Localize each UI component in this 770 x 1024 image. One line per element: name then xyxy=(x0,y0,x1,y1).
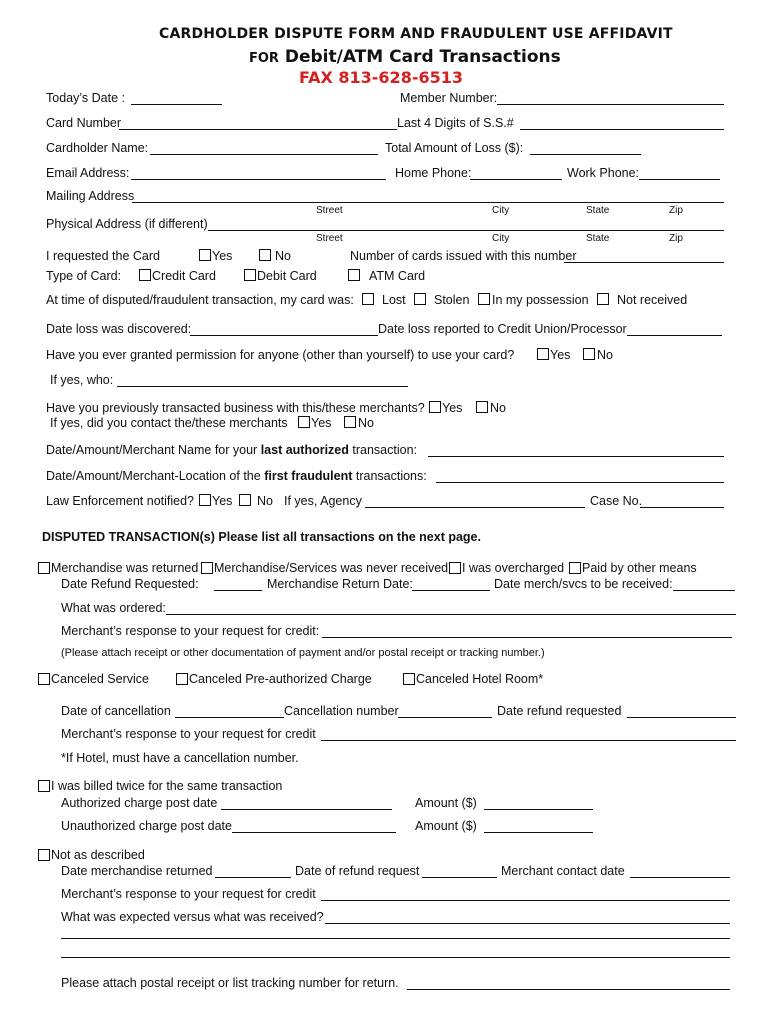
granted-permission-label: Have you ever granted permission for anyone (other than yourself) to use your card? xyxy=(46,348,515,362)
in-possession-checkbox[interactable] xyxy=(478,293,490,305)
form-title: CARDHOLDER DISPUTE FORM AND FRAUDULENT USE AFFIDAVIT xyxy=(159,26,673,42)
credit-card-label: Credit Card xyxy=(152,269,216,283)
law-yes-label: Yes xyxy=(212,494,233,508)
subtitle-rest: Debit/ATM Card Transactions xyxy=(278,47,561,67)
if-yes-agency-label: If yes, Agency xyxy=(284,494,362,508)
merchant-contact-date-label: Merchant contact date xyxy=(501,864,625,878)
date-loss-reported-field[interactable] xyxy=(627,335,722,336)
stolen-checkbox[interactable] xyxy=(414,293,426,305)
billed-twice-checkbox[interactable] xyxy=(38,780,50,792)
transacted-yes-label: Yes xyxy=(442,401,463,415)
last-auth-prefix: Date/Amount/Merchant Name for your xyxy=(46,443,261,457)
stolen-label: Stolen xyxy=(434,293,470,307)
attach-postal-field[interactable] xyxy=(407,989,730,990)
date-refund-request-label: Date of refund request xyxy=(295,864,420,878)
email-field[interactable] xyxy=(131,179,386,180)
cardholder-name-label: Cardholder Name: xyxy=(46,141,149,155)
home-phone-label: Home Phone: xyxy=(395,166,472,180)
never-received-label: Merchandise/Services was never received xyxy=(214,561,449,575)
fax-number: FAX 813-628-6513 xyxy=(299,68,463,87)
auth-amount-label: Amount ($) xyxy=(415,796,477,810)
if-yes-who-field[interactable] xyxy=(117,386,408,387)
transacted-no-checkbox[interactable] xyxy=(476,401,488,413)
physical-address-field[interactable] xyxy=(208,230,724,231)
card-number-field[interactable] xyxy=(119,129,397,130)
date-merch-returned-field[interactable] xyxy=(215,877,291,878)
physical-state-caption: State xyxy=(586,233,610,244)
date-refund-req2-field[interactable] xyxy=(627,717,736,718)
credit-card-checkbox[interactable] xyxy=(139,269,151,281)
member-number-label: Member Number: xyxy=(400,91,498,105)
date-loss-reported-label: Date loss reported to Credit Union/Processor xyxy=(378,322,627,336)
merchant-response-2-label: Merchant’s response to your request for credit xyxy=(61,727,316,741)
total-loss-field[interactable] xyxy=(530,154,641,155)
case-no-label: Case No. xyxy=(590,494,643,508)
physical-address-label: Physical Address (if different) xyxy=(46,217,208,231)
mailing-address-field[interactable] xyxy=(132,202,724,203)
date-merch-received-label: Date merch/svcs to be received: xyxy=(494,577,673,591)
canceled-service-checkbox[interactable] xyxy=(38,673,50,685)
last-auth-suffix: transaction: xyxy=(348,443,417,457)
overcharged-label: I was overcharged xyxy=(462,561,565,575)
permission-no-checkbox[interactable] xyxy=(583,348,595,360)
expected-received-line-2[interactable] xyxy=(61,938,730,939)
canceled-hotel-label: Canceled Hotel Room* xyxy=(416,672,544,686)
permission-no-label: No xyxy=(597,348,613,362)
lost-label: Lost xyxy=(382,293,406,307)
transacted-yes-checkbox[interactable] xyxy=(429,401,441,413)
expected-received-label: What was expected versus what was received? xyxy=(61,910,324,924)
case-no-field[interactable] xyxy=(640,507,724,508)
not-described-checkbox[interactable] xyxy=(38,849,50,861)
subtitle-prefix: FOR xyxy=(249,51,279,66)
canceled-preauth-checkbox[interactable] xyxy=(176,673,188,685)
total-loss-label: Total Amount of Loss ($): xyxy=(385,141,524,155)
requested-no-checkbox[interactable] xyxy=(259,249,271,261)
mailing-city-caption: City xyxy=(492,205,510,216)
permission-yes-checkbox[interactable] xyxy=(537,348,549,360)
date-refund-requested-field[interactable] xyxy=(214,590,262,591)
auth-post-date-label: Authorized charge post date xyxy=(61,796,218,810)
form-subtitle xyxy=(249,47,561,67)
card-number-label: Card Number xyxy=(46,116,122,130)
num-cards-field[interactable] xyxy=(564,262,724,263)
first-fraud-prefix: Date/Amount/Merchant-Location of the xyxy=(46,469,265,483)
unauth-amount-label: Amount ($) xyxy=(415,819,477,833)
todays-date-label: Today’s Date : xyxy=(46,91,125,105)
not-received-checkbox[interactable] xyxy=(597,293,609,305)
mailing-street-caption: Street xyxy=(316,205,343,216)
merch-returned-label: Merchandise was returned xyxy=(51,561,199,575)
paid-other-checkbox[interactable] xyxy=(569,562,581,574)
permission-yes-label: Yes xyxy=(550,348,571,362)
attach-note: (Please attach receipt or other documentation of payment and/or postal receipt or tracking number.) xyxy=(61,647,545,659)
debit-card-label: Debit Card xyxy=(257,269,317,283)
requested-yes-checkbox[interactable] xyxy=(199,249,211,261)
not-described-label: Not as described xyxy=(51,848,145,862)
physical-street-caption: Street xyxy=(316,233,343,244)
date-merch-received-field[interactable] xyxy=(673,590,735,591)
last4-ssn-field[interactable] xyxy=(520,129,724,130)
todays-date-field[interactable] xyxy=(131,104,222,105)
disputed-heading: DISPUTED TRANSACTION(s) Please list all transactions on the next page. xyxy=(42,530,481,544)
contact-yes-label: Yes xyxy=(311,416,332,430)
requested-no-label: No xyxy=(275,249,291,263)
if-yes-who-label: If yes, who: xyxy=(50,373,114,387)
email-label: Email Address: xyxy=(46,166,130,180)
member-number-field[interactable] xyxy=(497,104,724,105)
contact-no-label: No xyxy=(358,416,374,430)
merchant-response-1-field[interactable] xyxy=(322,637,732,638)
expected-received-line-3[interactable] xyxy=(61,957,730,958)
hotel-note: *If Hotel, must have a cancellation number. xyxy=(61,751,299,765)
law-enforcement-label: Law Enforcement notified? xyxy=(46,494,195,508)
unauth-post-date-label: Unauthorized charge post date xyxy=(61,819,232,833)
physical-city-caption: City xyxy=(492,233,510,244)
physical-zip-caption: Zip xyxy=(669,233,683,244)
canceled-service-label: Canceled Service xyxy=(51,672,149,686)
law-no-checkbox[interactable] xyxy=(239,494,251,506)
merchant-contact-date-field[interactable] xyxy=(630,877,730,878)
lost-checkbox[interactable] xyxy=(362,293,374,305)
never-received-checkbox[interactable] xyxy=(201,562,213,574)
first-fraud-bold: first fraudulent xyxy=(264,469,353,483)
previously-transacted-label: Have you previously transacted business with this/these merchants? xyxy=(46,401,425,415)
billed-twice-label: I was billed twice for the same transaction xyxy=(51,779,283,793)
merch-return-date-field[interactable] xyxy=(412,590,490,591)
in-possession-label: In my possession xyxy=(492,293,589,307)
attach-postal-label: Please attach postal receipt or list tracking number for return. xyxy=(61,976,399,990)
transacted-no-label: No xyxy=(490,401,506,415)
home-phone-field[interactable] xyxy=(470,179,562,180)
date-refund-request-field[interactable] xyxy=(422,877,497,878)
cancellation-number-label: Cancellation number xyxy=(284,704,399,718)
mailing-state-caption: State xyxy=(586,205,610,216)
date-refund-requested-label: Date Refund Requested: xyxy=(61,577,199,591)
atm-card-checkbox[interactable] xyxy=(348,269,360,281)
law-yes-checkbox[interactable] xyxy=(199,494,211,506)
merchant-response-2-field[interactable] xyxy=(321,740,736,741)
first-fraudulent-field[interactable] xyxy=(436,482,724,483)
first-fraud-suffix: transactions: xyxy=(352,469,427,483)
work-phone-label: Work Phone: xyxy=(567,166,640,180)
merchant-response-3-label: Merchant’s response to your request for credit xyxy=(61,887,316,901)
work-phone-field[interactable] xyxy=(639,179,720,180)
contact-no-checkbox[interactable] xyxy=(344,416,356,428)
unauth-post-date-field[interactable] xyxy=(232,832,396,833)
num-cards-label: Number of cards issued with this number xyxy=(350,249,577,263)
date-loss-discovered-field[interactable] xyxy=(190,335,378,336)
auth-post-date-field[interactable] xyxy=(221,809,392,810)
not-received-label: Not received xyxy=(617,293,688,307)
merchant-response-3-field[interactable] xyxy=(321,900,730,901)
contact-yes-checkbox[interactable] xyxy=(298,416,310,428)
last-authorized-field[interactable] xyxy=(428,456,724,457)
contact-merchant-label: If yes, did you contact the/these merchants xyxy=(50,416,288,430)
cancellation-number-field[interactable] xyxy=(398,717,492,718)
canceled-hotel-checkbox[interactable] xyxy=(403,673,415,685)
cardholder-name-field[interactable] xyxy=(150,154,378,155)
expected-received-field[interactable] xyxy=(325,923,730,924)
last4-ssn-label: Last 4 Digits of S.S.# xyxy=(397,116,514,130)
requested-yes-label: Yes xyxy=(212,249,233,263)
date-loss-discovered-label: Date loss was discovered: xyxy=(46,322,192,336)
atm-card-label: ATM Card xyxy=(369,269,426,283)
last-authorized-label xyxy=(46,443,417,457)
paid-other-label: Paid by other means xyxy=(582,561,697,575)
merch-return-date-label: Merchandise Return Date: xyxy=(267,577,413,591)
card-status-label: At time of disputed/fraudulent transaction, my card was: xyxy=(46,293,354,307)
agency-field[interactable] xyxy=(365,507,585,508)
type-of-card-label: Type of Card: xyxy=(46,269,122,283)
what-ordered-field[interactable] xyxy=(166,614,736,615)
canceled-preauth-label: Canceled Pre-authorized Charge xyxy=(189,672,372,686)
requested-card-label: I requested the Card xyxy=(46,249,160,263)
date-refund-req2-label: Date refund requested xyxy=(497,704,622,718)
overcharged-checkbox[interactable] xyxy=(449,562,461,574)
merchant-response-1-label: Merchant’s response to your request for credit: xyxy=(61,624,320,638)
merch-returned-checkbox[interactable] xyxy=(38,562,50,574)
mailing-address-label: Mailing Address xyxy=(46,189,135,203)
law-no-label: No xyxy=(257,494,273,508)
date-cancellation-label: Date of cancellation xyxy=(61,704,171,718)
date-cancellation-field[interactable] xyxy=(175,717,284,718)
auth-amount-field[interactable] xyxy=(484,809,593,810)
last-auth-bold: last authorized xyxy=(260,443,349,457)
unauth-amount-field[interactable] xyxy=(484,832,593,833)
debit-card-checkbox[interactable] xyxy=(244,269,256,281)
mailing-zip-caption: Zip xyxy=(669,205,683,216)
date-merch-returned-label: Date merchandise returned xyxy=(61,864,213,878)
first-fraudulent-label xyxy=(46,469,427,483)
what-ordered-label: What was ordered: xyxy=(61,601,166,615)
